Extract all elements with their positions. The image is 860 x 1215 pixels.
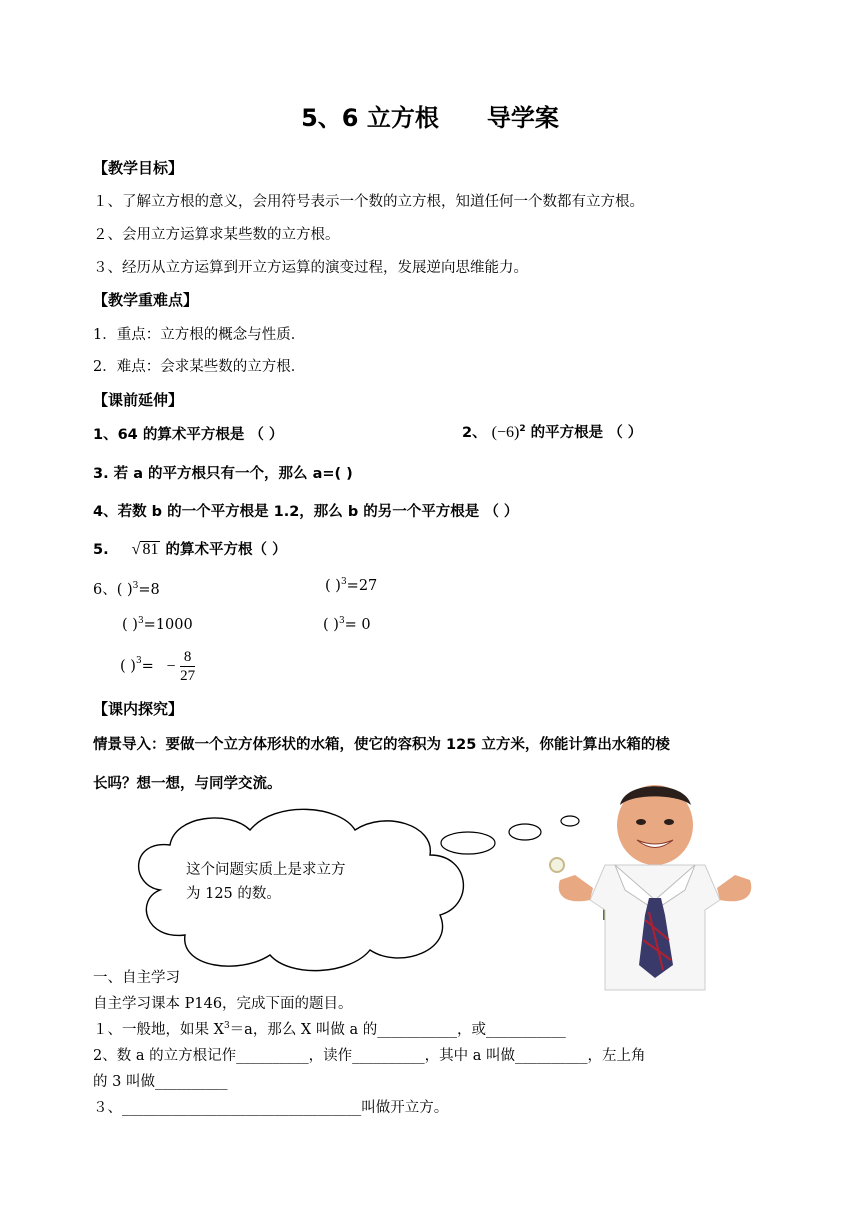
cube-blank-4: ( )$^3$= 0: [323, 616, 371, 633]
self-study-item-3: ３、_________________________________叫做开立方。: [93, 1100, 449, 1116]
cloud-text-2: 为 125 的数。: [186, 886, 281, 902]
preview-heading: 【课前延伸】: [93, 391, 184, 409]
self-study-intro: 自主学习课本 P146，完成下面的题目。: [93, 996, 353, 1012]
fraction: $\frac{8}{27}$: [180, 649, 196, 684]
cube-blank-3: ( )$^3$=1000: [122, 616, 193, 633]
explore-heading: 【课内探究】: [93, 700, 184, 718]
key-point-1: 1．重点：立方根的概念与性质．: [93, 327, 306, 343]
thought-cloud-icon: [100, 800, 590, 980]
cloud-text-1: 这个问题实质上是求立方: [186, 862, 346, 878]
cube-blank-2: ( )$^3$=27: [325, 577, 378, 594]
cube-blank-5: ( )$^3$= − $\frac{8}{27}$: [120, 649, 196, 684]
preview-question-5: 5. √ 81 的算术平方根（ ）: [93, 541, 287, 558]
scenario-line-1: 情景导入：要做一个立方体形状的水箱，使它的容积为 125 立方米，你能计算出水箱的棱: [93, 737, 670, 753]
preview-question-2: 2、 $(-6)^2$ 的平方根是 （ ）: [462, 424, 643, 441]
boy-illustration: [545, 780, 760, 1000]
preview-question-3: 3. 若 a 的平方根只有一个，那么 a=( ): [93, 466, 353, 482]
objective-item-3: ３、经历从立方运算到开立方运算的演变过程，发展逆向思维能力。: [93, 260, 528, 276]
q2-expression: (−6): [491, 424, 520, 441]
self-study-item-2-line-1: 2、数 a 的立方根记作__________，读作__________，其中 a 叫做__________，左上角: [93, 1048, 646, 1064]
objective-item-1: １、了解立方根的意义，会用符号表示一个数的立方根，知道任何一个数都有立方根。: [93, 194, 644, 210]
self-study-item-1: １、一般地，如果 $X^3=a$，那么 X 叫做 a 的___________，或___________: [93, 1021, 566, 1038]
scenario-line-2: 长吗？想一想，与同学交流。: [93, 776, 282, 792]
self-study-heading: 一、自主学习: [93, 970, 180, 986]
self-study-item-2-line-2: 的 3 叫做__________: [93, 1074, 228, 1090]
cube-blank-1: 6、( )$^3$=8: [93, 581, 160, 598]
objectives-heading: 【教学目标】: [93, 159, 184, 177]
sqrt-radicand: 81: [142, 541, 159, 558]
key-point-2: 2．难点：会求某些数的立方根．: [93, 359, 306, 375]
page-title: 5、6 立方根 导学案: [301, 104, 559, 132]
preview-question-1: 1、64 的算术平方根是 （ ）: [93, 427, 284, 443]
key-points-heading: 【教学重难点】: [93, 291, 199, 309]
preview-question-4: 4、若数 b 的一个平方根是 1.2，那么 b 的另一个平方根是 （ ）: [93, 504, 519, 520]
objective-item-2: ２、会用立方运算求某些数的立方根。: [93, 227, 340, 243]
